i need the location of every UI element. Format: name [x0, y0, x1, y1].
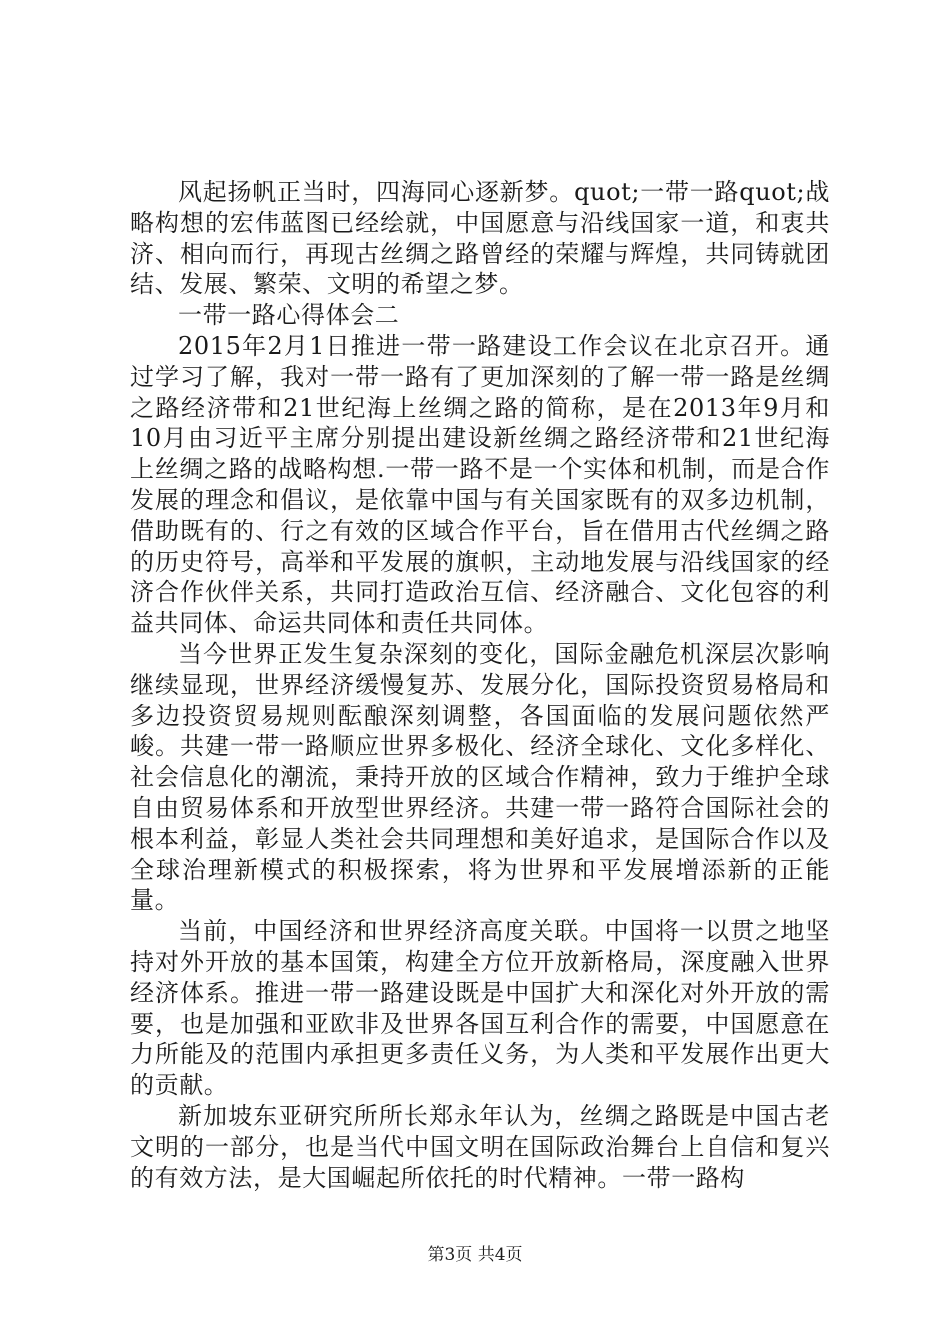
paragraph-closing-vision: 风起扬帆正当时，四海同心逐新梦。quot;一带一路quot;战略构想的宏伟蓝图已经绘就，中国愿意与沿线国家一道，和衷共济、相向而行，再现古丝绸之路曾经的荣耀与辉煌，共同铸就团结、发展、繁荣、文明的希望之梦。	[130, 178, 830, 299]
paragraph-singapore-view: 新加坡东亚研究所所长郑永年认为，丝绸之路既是中国古老文明的一部分，也是当代中国文明在国际政治舞台上自信和复兴的有效方法，是大国崛起所依托的时代精神。一带一路构	[130, 1101, 830, 1192]
page-footer: 第3页 共4页	[427, 1245, 523, 1265]
section-heading: 一带一路心得体会二	[178, 301, 400, 330]
document-body	[130, 177, 830, 1193]
paragraph-china-economy: 当前，中国经济和世界经济高度关联。中国将一以贯之地坚持对外开放的基本国策，构建全方位开放新格局，深度融入世界经济体系。推进一带一路建设既是中国扩大和深化对外开放的需要，也是加强和亚欧非及世界各国互利合作的需要，中国愿意在力所能及的范围内承担更多责任义务，为人类和平发展作出更大的贡献。	[130, 917, 830, 1100]
paragraph-conference: 2015年2月1日推进一带一路建设工作会议在北京召开。通过学习了解，我对一带一路有了更加深刻的了解一带一路是丝绸之路经济带和21世纪海上丝绸之路的简称，是在2013年9月和10月由习近平主席分别提出建设新丝绸之路经济带和21世纪海上丝绸之路的战略构想.一带一路不是一个实体和机制，而是合作发展的理念和倡议，是依靠中国与有关国家既有的双多边机制，借助既有的、行之有效的区域合作平台，旨在借用古代丝绸之路的历史符号，高举和平发展的旗帜，主动地发展与沿线国家的经济合作伙伴关系，共同打造政治互信、经济融合、文化包容的利益共同体、命运共同体和责任共同体。	[130, 331, 830, 638]
paragraph-world-changes: 当今世界正发生复杂深刻的变化，国际金融危机深层次影响继续显现，世界经济缓慢复苏、发展分化，国际投资贸易格局和多边投资贸易规则酝酿深刻调整，各国面临的发展问题依然严峻。共建一带一路顺应世界多极化、经济全球化、文化多样化、社会信息化的潮流，秉持开放的区域合作精神，致力于维护全球自由贸易体系和开放型世界经济。共建一带一路符合国际社会的根本利益，彰显人类社会共同理想和美好追求，是国际合作以及全球治理新模式的积极探索，将为世界和平发展增添新的正能量。	[130, 639, 830, 915]
